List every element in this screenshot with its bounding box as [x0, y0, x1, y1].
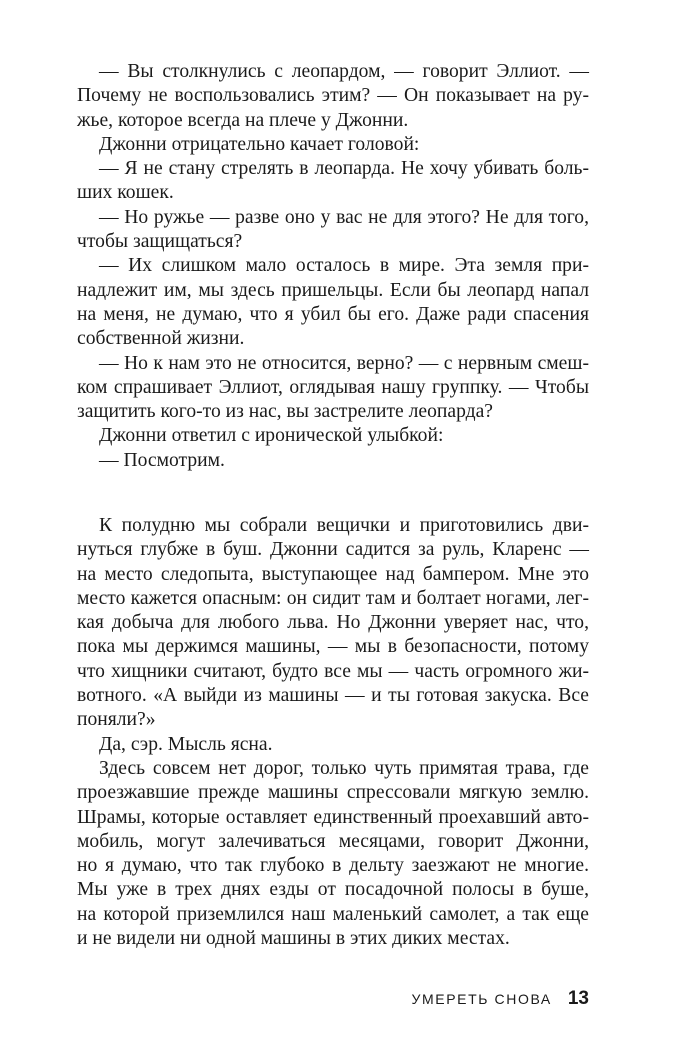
narrative-section [77, 514, 589, 951]
text-line: что хищники считают, будто все мы — часть огромного жи- [77, 660, 589, 682]
text-line: — Но к нам это не относится, верно? — с нервным смеш- [99, 352, 589, 374]
text-line: и не видели ни одной машины в этих диких местах. [77, 928, 510, 950]
text-line: Мы уже в трех днях езды от посадочной полосы в буше, [77, 879, 589, 901]
dialogue-section [77, 60, 589, 473]
text-line: поняли?» [77, 709, 156, 731]
text-line: вотного. «А выйди из машины — и ты готовая закуска. Все [77, 685, 589, 707]
text-line: чтобы защищаться? [77, 231, 243, 253]
text-line: — Посмотрим. [99, 449, 225, 471]
text-line: кая добыча для любого льва. Но Джонни уверяет нас, что, [77, 612, 589, 634]
page-number: 13 [567, 988, 589, 1009]
text-line: Шрамы, которые оставляет единственный проехавший авто- [77, 806, 589, 828]
text-line: собственной жизни. [77, 328, 245, 350]
text-line: ком спрашивает Эллиот, оглядывая нашу группку. — Чтобы [77, 376, 589, 398]
text-line: Джонни ответил с иронической улыбкой: [99, 425, 444, 447]
text-line: защитить кого-то из нас, вы застрелите леопарда? [77, 401, 493, 423]
text-line: на место следопыта, выступающее над бампером. Мне это [77, 563, 589, 585]
text-line: на которой приземлился наш маленький самолет, а так еще [77, 903, 589, 925]
text-line: ших кошек. [77, 182, 174, 204]
text-line: — Их слишком мало осталось в мире. Эта земля при- [99, 255, 589, 277]
text-line: нуться глубже в буш. Джонни садится за руль, Кларенс — [77, 539, 589, 561]
text-line: К полудню мы собрали вещички и приготовились дви- [99, 515, 589, 536]
page-footer [412, 988, 589, 1010]
text-line: но я думаю, что так глубоко в дельту заезжают не многие. [77, 855, 589, 877]
running-head: УМЕРЕТЬ СНОВА [411, 991, 552, 1007]
text-line: на меня, не думаю, что я убил бы его. Даже ради спасения [77, 303, 589, 325]
text-line: мобиль, могут залечиваться месяцами, говорит Джонни, [77, 830, 589, 852]
text-line: проезжавшие прежде машины спрессовали мягкую землю. [77, 782, 589, 804]
text-line: Джонни отрицательно качает головой: [99, 133, 420, 155]
text-line: пока мы держимся машины, — мы в безопасности, потому [77, 636, 589, 658]
text-line: Здесь совсем нет дорог, только чуть примятая трава, где [99, 757, 589, 779]
text-line: Почему не воспользовались этим? — Он показывает на ру- [77, 85, 589, 107]
text-line: Да, сэр. Мысль ясна. [99, 733, 273, 755]
text-line: — Я не стану стрелять в леопарда. Не хочу убивать боль- [99, 158, 589, 180]
text-line: — Но ружье — разве оно у вас не для этого? Не для того, [99, 206, 589, 228]
text-line: место кажется опасным: он сидит там и болтает ногами, лег- [77, 587, 589, 609]
text-line: надлежит им, мы здесь пришельцы. Если бы леопард напал [77, 279, 589, 301]
text-line: жье, которое всегда на плече у Джонни. [77, 109, 409, 131]
text-line: — Вы столкнулись с леопардом, — говорит Эллиот. — [99, 61, 589, 82]
